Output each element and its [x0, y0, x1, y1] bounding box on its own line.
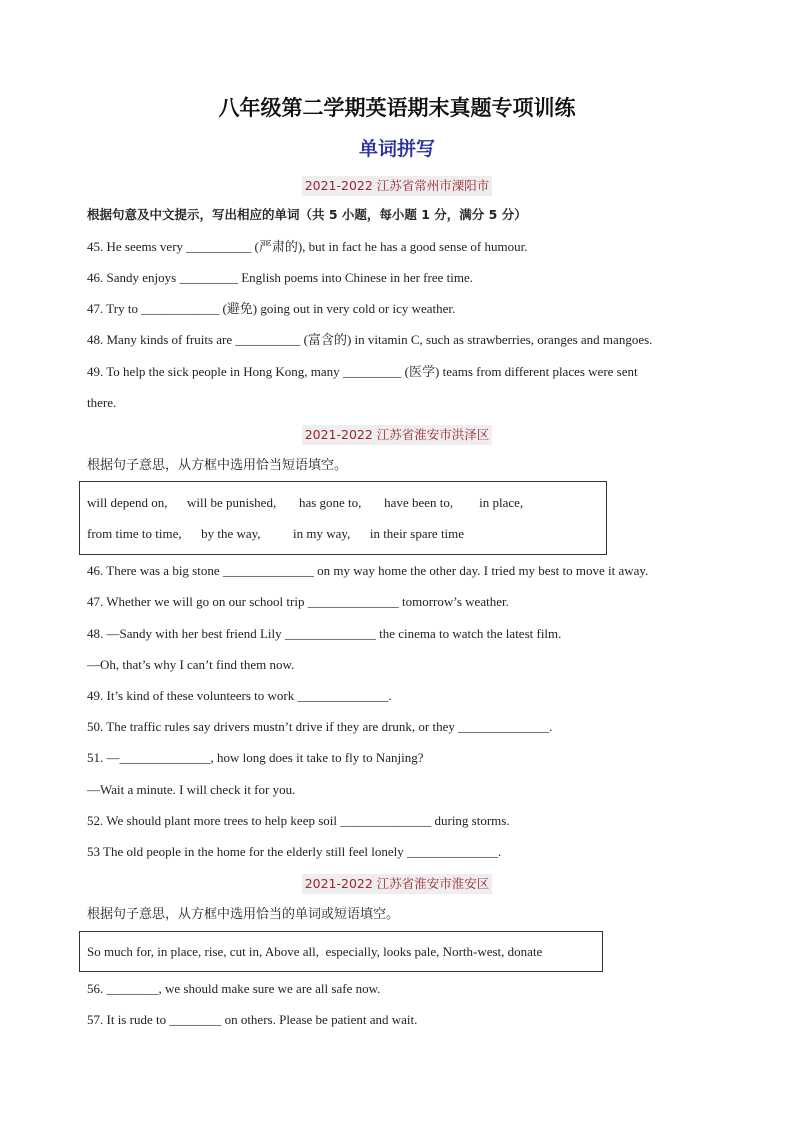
question-line: 49. To help the sick people in Hong Kong, many _________ (医学) teams from different places were sent	[87, 364, 638, 379]
question-line: 52. We should plant more trees to help keep soil ______________ during storms.	[87, 813, 510, 828]
question-line: —Wait a minute. I will check it for you.	[87, 782, 296, 797]
word-box	[79, 481, 607, 555]
word-box-row: from time to time, by the way, in my way, in their spare time	[87, 526, 465, 541]
question-line: 50. The traffic rules say drivers mustn’t drive if they are drunk, or they ______________.	[87, 719, 553, 734]
question-line: there.	[87, 395, 117, 410]
question-line: 47. Whether we will go on our school trip ______________ tomorrow’s weather.	[87, 594, 509, 609]
word-box	[79, 931, 603, 972]
question-line: 53 The old people in the home for the elderly still feel lonely ______________.	[87, 844, 502, 859]
question-line: 57. It is rude to ________ on others. Please be patient and wait.	[87, 1012, 418, 1027]
word-box-row: will depend on, will be punished, has gone to, have been to, in place,	[87, 495, 524, 510]
section-instruction: 根据句子意思，从方框中选用恰当短语填空。	[87, 458, 348, 473]
section-source: 2021-2022 江苏省淮安市洪泽区	[0, 425, 794, 445]
question-line: 46. There was a big stone ______________ on my way home the other day. I tried my best to move it away.	[87, 563, 649, 578]
page-title: 八年级第二学期英语期末真题专项训练	[218, 96, 576, 120]
question-line: 48. —Sandy with her best friend Lily ______________ the cinema to watch the latest film.	[87, 626, 562, 641]
question-line: —Oh, that’s why I can’t find them now.	[87, 657, 295, 672]
question-line: 49. It’s kind of these volunteers to work ______________.	[87, 688, 392, 703]
question-line: 45. He seems very __________ (严肃的), but in fact he has a good sense of humour.	[87, 239, 528, 254]
question-line: 47. Try to ____________ (避免) going out in very cold or icy weather.	[87, 301, 456, 316]
question-line: 51. —______________, how long does it take to fly to Nanjing?	[87, 750, 424, 765]
question-line: 46. Sandy enjoys _________ English poems into Chinese in her free time.	[87, 270, 473, 285]
section-instruction: 根据句意及中文提示，写出相应的单词（共 5 小题，每小题 1 分，满分 5 分）	[87, 207, 527, 222]
section-source: 2021-2022 江苏省常州市溧阳市	[0, 176, 794, 196]
word-box-row: So much for, in place, rise, cut in, Above all, especially, looks pale, North-west, donate	[87, 944, 543, 959]
question-line: 56. ________, we should make sure we are all safe now.	[87, 981, 381, 996]
question-line: 48. Many kinds of fruits are __________ (富含的) in vitamin C, such as strawberries, oranges and mangoes.	[87, 332, 653, 347]
page-subtitle: 单词拼写	[358, 138, 435, 160]
section-instruction: 根据句子意思，从方框中选用恰当的单词或短语填空。	[87, 907, 400, 922]
section-source: 2021-2022 江苏省淮安市淮安区	[0, 874, 794, 894]
